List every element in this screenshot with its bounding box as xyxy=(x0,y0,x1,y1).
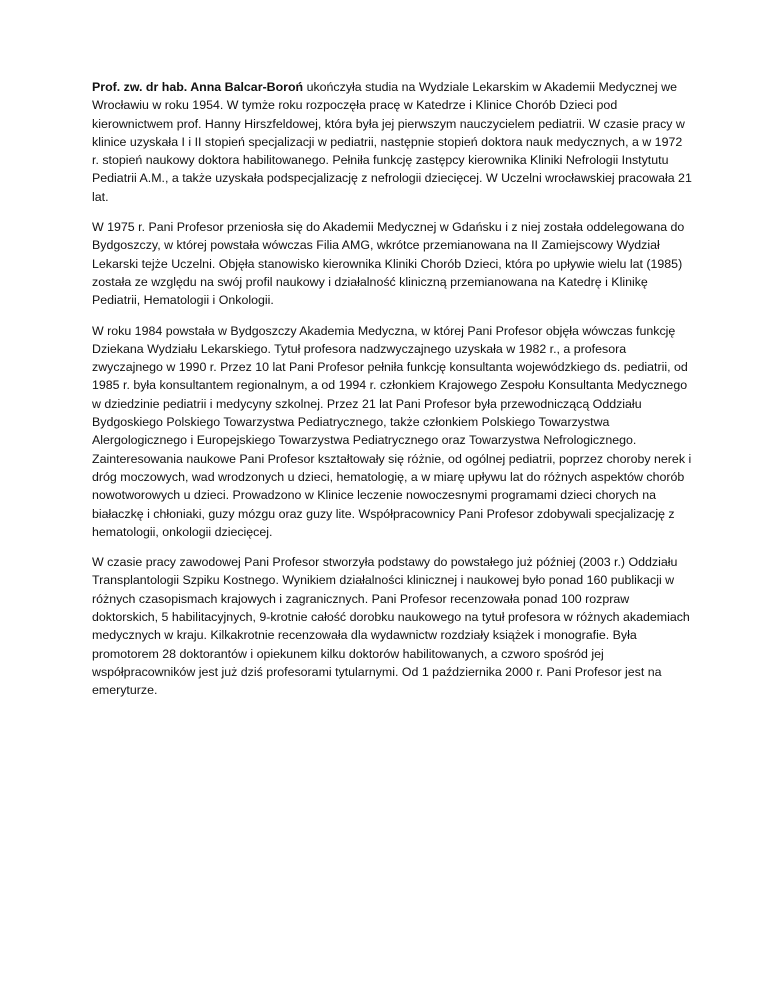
paragraph-4 xyxy=(92,553,692,699)
paragraph-2-text: W 1975 r. Pani Profesor przeniosła się do Akademii Medycznej w Gdańsku i z niej została oddelegowana do Bydgoszczy, w której powstała wówczas Filia AMG, wkrótce przemianowana na II Zamiejscowy Wydział Lekarski tejże Uczelni. Objęła stanowisko kierownika Kliniki Chorób Dzieci, która po upływie wielu lat (1985) została ze względu na swój profil naukowy i działalność kliniczną przemianowana na Katedrę i Klinikę Pediatrii, Hematologii i Onkologii. xyxy=(92,220,685,308)
paragraph-3 xyxy=(92,322,692,542)
person-name: Prof. zw. dr hab. Anna Balcar-Boroń xyxy=(92,80,304,94)
paragraph-2 xyxy=(92,218,692,309)
document-body xyxy=(92,78,692,712)
paragraph-1 xyxy=(92,78,692,206)
paragraph-3-text: W roku 1984 powstała w Bydgoszczy Akademia Medyczna, w której Pani Profesor objęła wówczas funkcję Dziekana Wydziału Lekarskiego. Tytuł profesora nadzwyczajnego uzyskała w 1982 r., a profesora zwyczajnego w 1990 r. Przez 10 lat Pani Profesor pełniła funkcję konsultanta wojewódzkiego ds. pediatrii, od 1985 r. była konsultantem regionalnym, a od 1994 r. członkiem Krajowego Zespołu Konsultanta Medycznego w dziedzinie pediatrii i medycyny szkolnej. Przez 21 lat Pani Profesor była przewodniczącą Oddziału Bydgoskiego Polskiego Towarzystwa Pediatrycznego, także członkiem Polskiego Towarzystwa Alergologicznego i Europejskiego Towarzystwa Pediatrycznego oraz Towarzystwa Nefrologicznego. Zainteresowania naukowe Pani Profesor kształtowały się różnie, od ogólnej pediatrii, poprzez choroby nerek i dróg moczowych, wad wrodzonych u dzieci, hematologię, a w miarę upływu lat do różnych aspektów chorób nowotworowych u dzieci. Prowadzono w Klinice leczenie nowoczesnymi programami dzieci chorych na białaczkę i chłoniaki, guzy mózgu oraz guzy lite. Współpracownicy Pani Profesor zdobywali specjalizację z hematologii, onkologii dziecięcej. xyxy=(92,323,692,539)
paragraph-1-text: ukończyła studia na Wydziale Lekarskim w Akademii Medycznej we Wrocławiu w roku 1954. W tymże roku rozpoczęła pracę w Katedrze i Klinice Chorób Dzieci pod kierownictwem prof. Hanny Hirszfeldowej, która była jej pierwszym nauczycielem pediatrii. W czasie pracy w klinice uzyskała I i II stopień specjalizacji w pediatrii, następnie stopień doktora nauk medycznych, a w 1972 r. stopień naukowy doktora habilitowanego. Pełniła funkcję zastępcy kierownika Kliniki Nefrologii Instytutu Pediatrii A.M., a także uzyskała podspecjalizację z nefrologii dziecięcej. W Uczelni wrocławskiej pracowała 21 lat. xyxy=(92,80,692,204)
paragraph-4-text: W czasie pracy zawodowej Pani Profesor stworzyła podstawy do powstałego już później (2003 r.) Oddziału Transplantologii Szpiku Kostnego. Wynikiem działalności klinicznej i naukowej było ponad 160 publikacji w różnych czasopismach krajowych i zagranicznych. Pani Profesor recenzowała ponad 100 rozpraw doktorskich, 5 habilitacyjnych, 9-krotnie całość dorobku naukowego na tytuł profesora w różnych akademiach medycznych w kraju. Kilkakrotnie recenzowała dla wydawnictw rozdziały książek i monografie. Była promotorem 28 doktorantów i opiekunem kilku doktorów habilitowanych, a czworo spośród jej współpracowników jest już dziś profesorami tytularnymi. Od 1 października 2000 r. Pani Profesor jest na emeryturze. xyxy=(92,555,690,698)
